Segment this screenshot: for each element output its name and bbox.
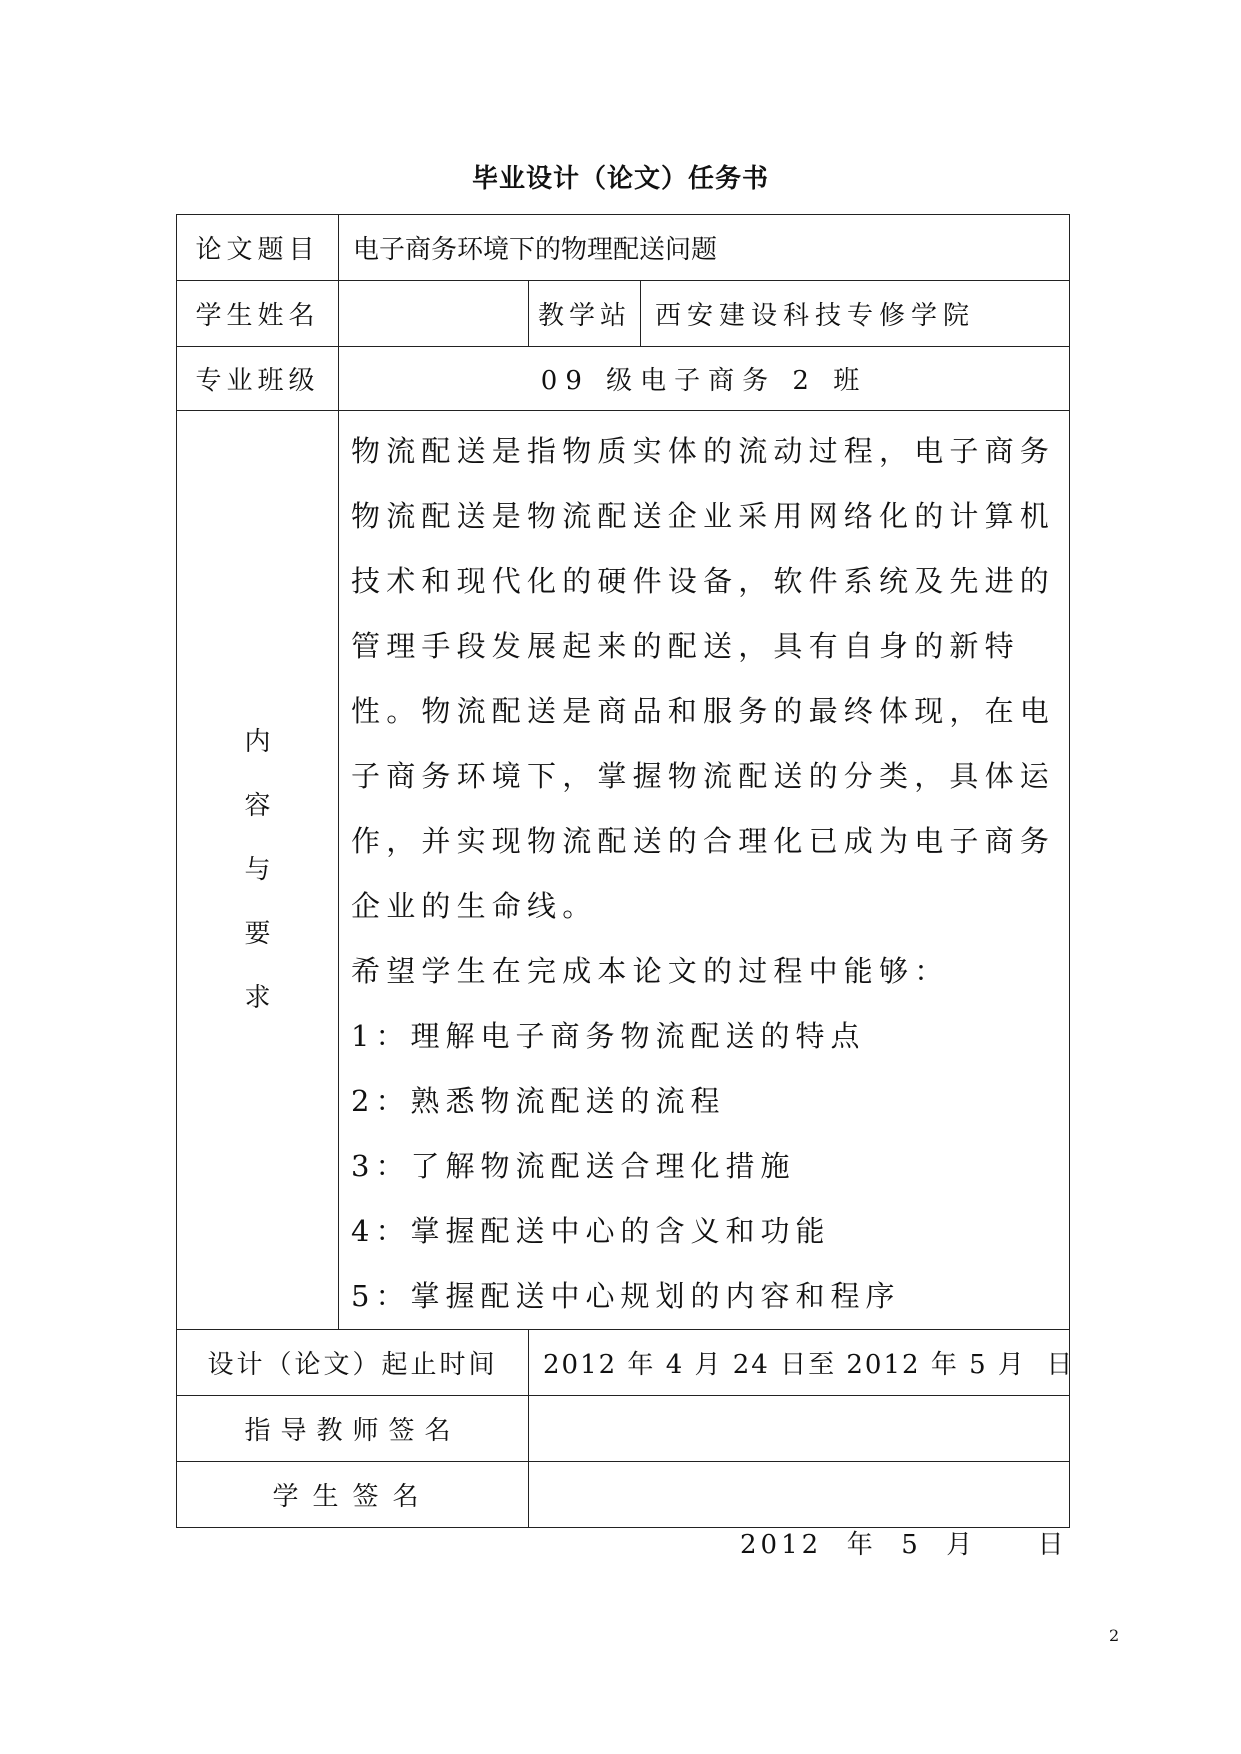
task-form-table <box>176 214 1075 1528</box>
student-sign-row <box>177 1462 1070 1528</box>
content-paragraph: 物流配送是指物质实体的流动过程，电子商务物流配送是物流配送企业采用网络化的计算机技术和现代化的硬件设备，软件系统及先进的管理手段发展起来的配送，具有自身的新特性。物流配送是商品和服务的最终体现，在电子商务环境下，掌握物流配送的分类，具体运作，并实现物流配送的合理化已成为电子商务企业的生命线。 <box>351 434 1056 923</box>
advisor-sign-row <box>177 1396 1070 1462</box>
content-body <box>339 411 1070 1330</box>
topic-value: 电子商务环境下的物理配送问题 <box>339 215 1070 281</box>
footer-date: 2012 年 5 月 日 <box>740 1530 1068 1560</box>
requirement-item: 4：掌握配送中心的含义和功能 <box>351 1214 831 1248</box>
student-station-row <box>177 281 1070 347</box>
student-name-value <box>339 281 529 347</box>
content-label-char: 与 <box>244 855 271 885</box>
content-label-char: 容 <box>244 791 271 821</box>
content-label-char: 求 <box>244 983 271 1013</box>
topic-row <box>177 215 1070 281</box>
page-title: 毕业设计（论文）任务书 <box>471 164 769 194</box>
content-row <box>177 411 1070 1330</box>
topic-label: 论文题目 <box>177 215 339 281</box>
content-label-char: 要 <box>244 919 271 949</box>
requirement-item: 2：熟悉物流配送的流程 <box>351 1084 726 1118</box>
student-name-label: 学生姓名 <box>177 281 339 347</box>
student-sign-label: 学生签名 <box>177 1462 529 1528</box>
content-label-char: 内 <box>244 727 271 757</box>
major-class-row <box>177 347 1070 411</box>
advisor-sign-label: 指导教师签名 <box>177 1396 529 1462</box>
requirement-item: 1：理解电子商务物流配送的特点 <box>351 1019 866 1053</box>
major-class-value: 09 级电子商务 2 班 <box>339 347 1070 411</box>
requirement-item: 5：掌握配送中心规划的内容和程序 <box>351 1279 901 1313</box>
requirement-item: 3：了解物流配送合理化措施 <box>351 1149 796 1183</box>
major-class-label: 专业班级 <box>177 347 339 411</box>
page-number: 2 <box>1109 1626 1120 1645</box>
station-value: 西安建设科技专修学院 <box>641 281 1070 347</box>
advisor-signature-field[interactable] <box>529 1396 1070 1462</box>
period-row <box>177 1330 1070 1396</box>
expectation-intro: 希望学生在完成本论文的过程中能够： <box>351 954 950 988</box>
student-signature-field[interactable] <box>529 1462 1070 1528</box>
requirements-list <box>351 1004 1055 1329</box>
content-requirements-label <box>177 411 339 1330</box>
period-label: 设计（论文）起止时间 <box>177 1330 529 1396</box>
station-label: 教学站 <box>529 281 641 347</box>
period-value: 2012 年 4 月 24 日至 2012 年 5 月 日 <box>529 1330 1070 1396</box>
